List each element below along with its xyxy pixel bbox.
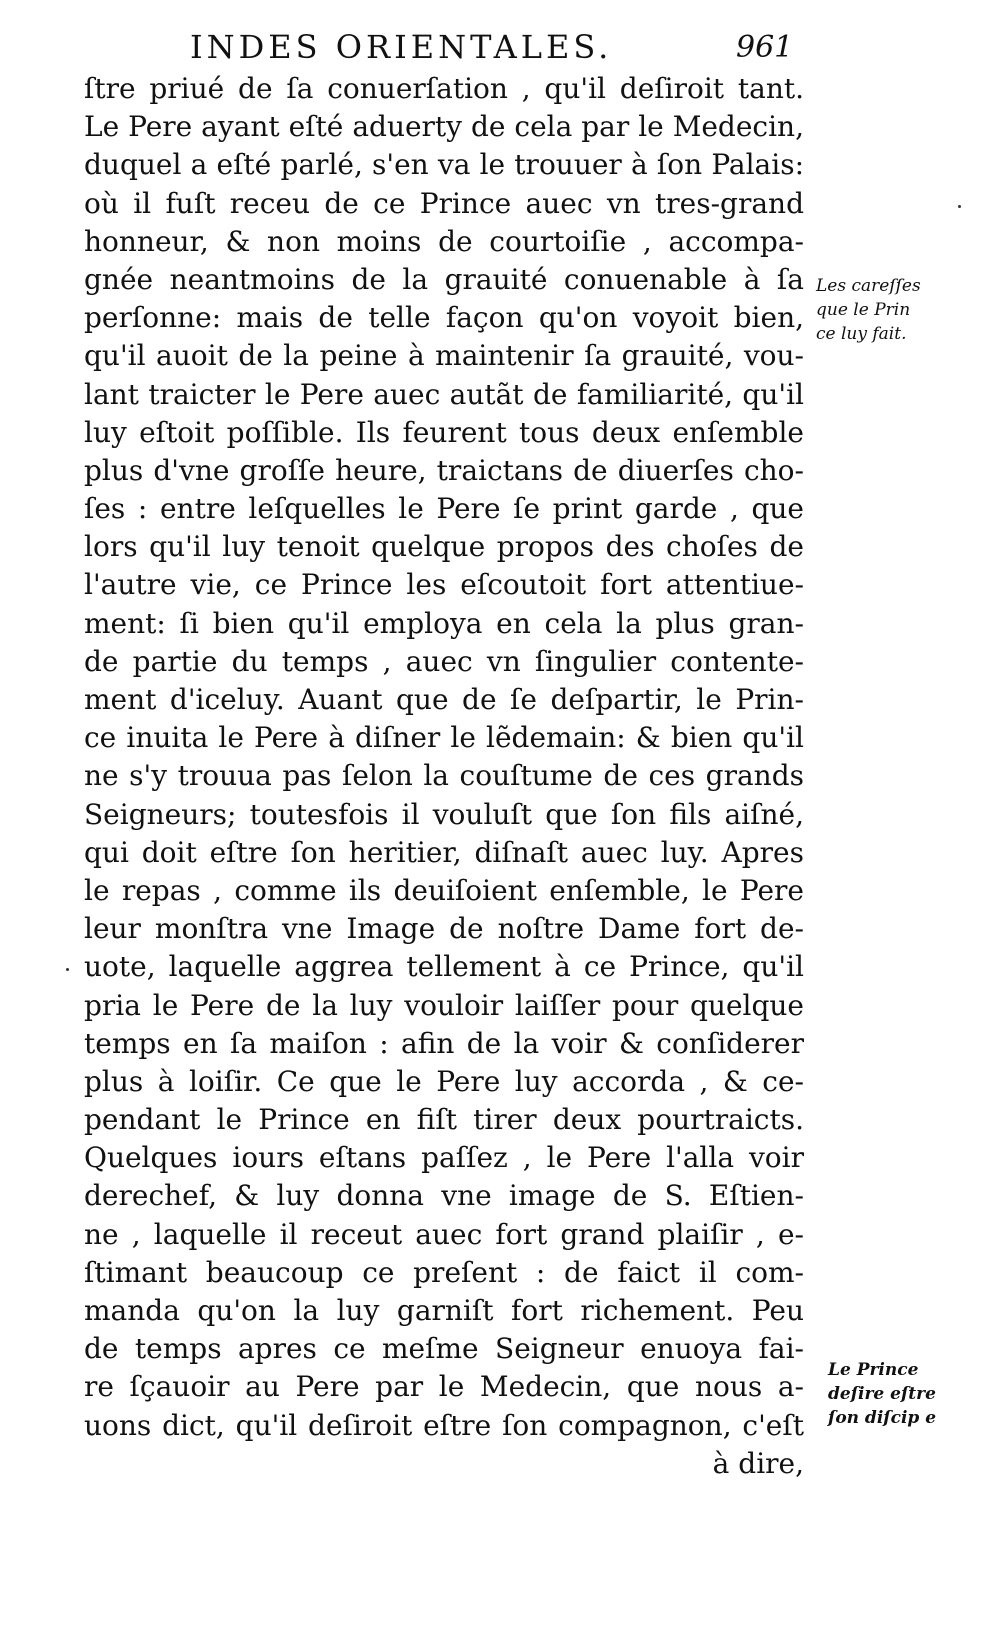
margin-note	[828, 1358, 936, 1430]
text-line: ſes : entre leſquelles le Pere ſe print garde , que	[84, 492, 804, 526]
text-line: duquel a eſté parlé, s'en va le trouuer à ſon Palais:	[84, 148, 804, 182]
text-line: Seigneurs; toutesfois il vouluſt que ſon fils aiſné,	[84, 797, 804, 831]
text-line: qu'il auoit de la peine à maintenir ſa grauité, vou-	[84, 339, 804, 373]
text-line: pendant le Prince en fiſt tirer deux pourtraicts.	[84, 1103, 804, 1137]
text-line: temps en ſa maiſon : afin de la voir & conſiderer	[84, 1026, 804, 1060]
ink-speck	[958, 205, 961, 208]
text-line: lant traicter le Pere auec autãt de familiarité, qu'il	[84, 377, 804, 411]
text-line: ne s'y trouua pas ſelon la couſtume de ces grands	[84, 759, 804, 793]
text-line: lors qu'il luy tenoit quelque propos des choſes de	[84, 530, 804, 564]
text-line: plus d'vne groſſe heure, traictans de diuerſes cho-	[84, 453, 804, 487]
text-line: uote, laquelle aggrea tellement à ce Prince, qu'il	[84, 950, 804, 984]
text-line: ment d'iceluy. Auant que de ſe deſpartir, le Prin-	[84, 683, 804, 716]
text-line: leur monſtra vne Image de noſtre Dame fort de-	[84, 912, 804, 946]
text-line: qui doit eſtre ſon heritier, diſnaſt auec luy. Apres	[84, 835, 804, 869]
text-line: luy eſtoit poſſible. Ils feurent tous deux enſemble	[84, 415, 804, 449]
ink-speck	[66, 968, 69, 971]
margin-note-line: que le Prin	[816, 300, 911, 320]
text-line: pria le Pere de la luy vouloir laiſſer pour quelque	[84, 988, 804, 1022]
text-line: où il fuſt receu de ce Prince auec vn tres-grand	[84, 186, 804, 220]
text-line: re ſçauoir au Pere par le Medecin, que nous a-	[84, 1370, 804, 1404]
text-line: perſonne: mais de telle façon qu'on voyoit bien,	[84, 301, 804, 335]
text-line: manda qu'on la luy garniſt fort richement. Peu	[84, 1294, 804, 1327]
text-line: uons dict, qu'il deſiroit eſtre ſon compagnon, c'eſt	[84, 1408, 804, 1442]
text-line: derechef, & luy donna vne image de S. Eſtien-	[84, 1179, 804, 1213]
text-line: gnée neantmoins de la grauité conuenable à ſa	[84, 262, 804, 296]
margin-note-line: ce luy fait.	[816, 324, 907, 344]
text-line: Le Pere ayant eſté aduerty de cela par le Medecin,	[84, 110, 804, 144]
body-text	[84, 70, 804, 1483]
catchword: à dire,	[712, 1446, 804, 1480]
text-line: ce inuita le Pere à diſner le lẽdemain: & bien qu'il	[84, 721, 804, 755]
text-line: honneur, & non moins de courtoiſie , accompa-	[84, 224, 804, 258]
text-line: plus à loiſir. Ce que le Pere luy accorda , & ce-	[84, 1064, 804, 1098]
margin-note-line: Le Prince	[828, 1360, 919, 1380]
text-line: ſtimant beaucoup ce preſent : de faict il com-	[84, 1255, 804, 1289]
margin-note	[816, 274, 921, 346]
text-line: ſtre priué de ſa conuerſation , qu'il deſiroit tant.	[84, 72, 804, 105]
text-line: Quelques iours eſtans paſſez , le Pere l'alla voir	[84, 1141, 804, 1175]
text-line: ment: ſi bien qu'il employa en cela la plus gran-	[84, 606, 804, 640]
margin-note-line: Les careſſes	[816, 276, 921, 296]
page-number: 961	[736, 30, 794, 65]
margin-note-line: deſire eſtre	[828, 1384, 936, 1404]
margin-note-line: ſon diſcip e	[828, 1408, 937, 1428]
text-line: ne , laquelle il receut auec fort grand plaiſir , e-	[84, 1217, 804, 1251]
running-title: INDES ORIENTALES.	[190, 28, 613, 66]
text-line: de temps apres ce meſme Seigneur enuoya fai-	[84, 1332, 804, 1366]
text-line: l'autre vie, ce Prince les eſcoutoit fort attentiue-	[84, 568, 804, 602]
text-line: le repas , comme ils deuiſoient enſemble, le Pere	[84, 873, 804, 907]
text-line: de partie du temps , auec vn ſingulier contente-	[84, 644, 804, 678]
